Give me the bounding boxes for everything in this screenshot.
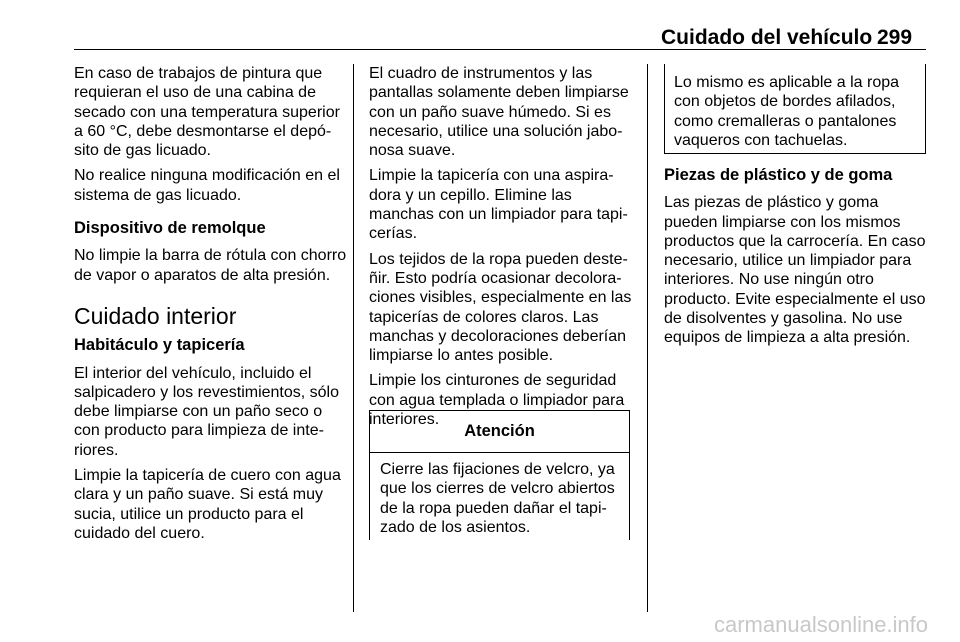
paragraph-cuadro-instrumentos: El cuadro de instrumentos y las pantallas solamente deben limpiarse con un paño suave húmedo. Si es necesario, utilice una solución jabo‐ nosa suave. xyxy=(369,65,629,160)
page-number: 299 xyxy=(877,26,913,49)
header-rule xyxy=(74,49,926,50)
caution-box xyxy=(369,410,630,540)
paragraph-cinturones: Limpie los cinturones de seguridad con agua templada o limpiador para interiores. xyxy=(369,372,625,429)
caution-body: Cierre las fijaciones de velcro, ya que los cierres de velcro abiertos de la ropa pueden dañar el tapi‐ zado de los asientos. xyxy=(380,461,615,536)
caution-box-continued: Lo mismo es aplicable a la ropa con objetos de bordes afilados, como cremalleras o pantalones vaqueros con tachuelas. xyxy=(664,64,926,154)
column-1 xyxy=(74,64,346,549)
column-divider-2 xyxy=(647,64,648,612)
heading-dispositivo-remolque: Dispositivo de remolque xyxy=(74,219,266,238)
column-2 xyxy=(369,64,633,435)
paragraph-gas-licuado: No realice ninguna modificación en el sistema de gas licuado. xyxy=(74,167,340,204)
paragraph-pintura: En caso de trabajos de pintura que requieran el uso de una cabina de secado con una temperatura superior a 60 °C, debe desmontarse el depó‐ sito de gas licuado. xyxy=(74,65,340,160)
heading-piezas-plastico: Piezas de plástico y de goma xyxy=(664,166,893,184)
paragraph-plastico: Las piezas de plástico y goma pueden limpiarse con los mismos productos que la carrocería. En caso necesario, utilice un limpiador para interiores. No use ningún otro producto. Evite especialmente el uso de disolventes y gasolina. No use equipos de limpieza a alta presión. xyxy=(664,194,926,347)
column-divider-1 xyxy=(353,64,354,612)
column-3 xyxy=(664,160,926,354)
heading-cuidado-interior: Cuidado interior xyxy=(74,302,237,329)
caution-title: Atención xyxy=(370,411,629,453)
paragraph-interior: El interior del vehículo, incluido el salpicadero y los revestimientos, sólo debe limpiarse con un paño seco o con producto para limpieza de inte‐ riores. xyxy=(74,364,340,459)
paragraph-cuero: Limpie la tapicería de cuero con agua clara y un paño suave. Si está muy sucia, utilice un producto para el cuidado del cuero. xyxy=(74,467,341,542)
page-header-title: Cuidado del vehículo xyxy=(661,26,873,49)
paragraph-tejidos: Los tejidos de la ropa pueden deste‐ ñir. Esto podría ocasionar decolora‐ ciones visibles, especialmente en las tapicerías de colores claros. Las manchas y decoloraciones deberían limpiarse lo antes posible. xyxy=(369,250,632,365)
paragraph-remolque: No limpie la barra de rótula con chorro de vapor o aparatos de alta presión. xyxy=(74,247,347,284)
heading-habitaculo: Habitáculo y tapicería xyxy=(74,336,245,355)
paragraph-aspiradora: Limpie la tapicería con una aspira‐ dora y un cepillo. Elimine las manchas con un limpiador para tapi‐ cerías. xyxy=(369,167,628,243)
watermark: carmanualsonline.info xyxy=(714,612,929,637)
